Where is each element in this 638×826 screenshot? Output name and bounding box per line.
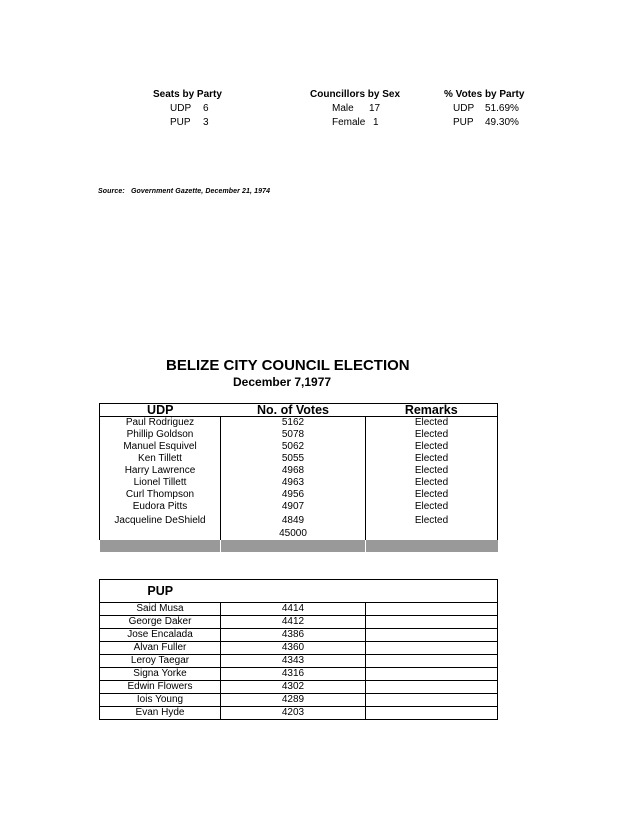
votes-pup-value: 49.30% [485,117,519,128]
table-row [100,629,498,642]
candidate-votes: 5062 [221,441,366,453]
candidate-name: Said Musa [100,603,221,616]
candidate-votes: 4386 [221,629,366,642]
votes-udp-value: 51.69% [485,103,519,114]
candidate-remark: Elected [414,489,449,500]
candidate-votes: 4412 [221,616,366,629]
candidate-name: Harry Lawrence [100,465,221,477]
table-row [100,668,498,681]
candidate-votes: 4963 [221,477,366,489]
table-row [100,707,498,720]
candidate-name: Alvan Fuller [100,642,221,655]
candidate-name: Ken Tillett [100,453,221,465]
table-row [100,453,498,465]
candidate-name: Lionel Tillett [100,477,221,489]
candidate-name: Edwin Flowers [100,681,221,694]
candidate-votes: 4203 [221,707,366,720]
udp-total-votes: 45000 [221,528,366,540]
seats-by-party-title: Seats by Party [153,89,222,100]
election-title: BELIZE CITY COUNCIL ELECTION [166,357,410,374]
sex-female-label: Female [332,117,366,128]
candidate-votes: 5078 [221,429,366,441]
candidate-name: Eudora Pitts [100,501,221,513]
seats-pup-party: PUP [170,117,191,128]
councillors-by-sex-title: Councillors by Sex [310,89,401,100]
candidate-votes: 4849 [221,513,366,528]
votes-by-party-title: % Votes by Party [444,89,525,100]
table-row [100,501,498,513]
separator-bar [100,540,498,552]
candidate-votes: 4302 [221,681,366,694]
candidate-remark: Elected [414,514,449,526]
total-row [100,528,498,540]
candidate-name: Iois Young [100,694,221,707]
candidate-votes: 4316 [221,668,366,681]
table-row [100,513,498,528]
candidate-name: Paul Rodriguez [100,417,221,430]
candidate-remark: Elected [414,441,449,452]
table-row [100,603,498,616]
candidate-name: Phillip Goldson [100,429,221,441]
candidate-name: Signa Yorke [100,668,221,681]
table-row [100,441,498,453]
votes-column-header: No. of Votes [257,403,329,417]
sex-male-label: Male [332,103,354,114]
candidate-votes: 4343 [221,655,366,668]
candidate-remark: Elected [414,453,449,464]
source-label: Source: [98,188,125,195]
table-row [100,681,498,694]
udp-results-table [99,403,498,552]
candidate-votes: 4907 [221,501,366,513]
candidate-votes: 4414 [221,603,366,616]
votes-udp-party: UDP [453,103,475,114]
table-row [100,417,498,430]
seats-udp-party: UDP [170,103,192,114]
candidate-remark: Elected [414,501,449,512]
remarks-column-header: Remarks [404,403,458,417]
pup-column-header: PUP [147,584,174,598]
table-row [100,655,498,668]
candidate-name: Leroy Taegar [100,655,221,668]
candidate-votes: 4956 [221,489,366,501]
pup-results-table [99,579,498,720]
candidate-name: Evan Hyde [100,707,221,720]
seats-udp-value: 6 [203,103,209,114]
candidate-votes: 4360 [221,642,366,655]
sex-female-value: 1 [373,117,379,128]
candidate-name: Manuel Esquivel [100,441,221,453]
candidate-remark: Elected [414,465,449,476]
table-row [100,616,498,629]
candidate-remark: Elected [414,477,449,488]
table-row [100,642,498,655]
candidate-votes: 4289 [221,694,366,707]
candidate-votes: 4968 [221,465,366,477]
votes-pup-party: PUP [453,117,474,128]
table-row [100,429,498,441]
table-row [100,465,498,477]
table-row [100,694,498,707]
candidate-name: Jacqueline DeShield [100,513,221,528]
candidate-name: George Daker [100,616,221,629]
candidate-remark: Elected [414,429,449,440]
table-row [100,477,498,489]
candidate-name: Jose Encalada [100,629,221,642]
seats-pup-value: 3 [203,117,209,128]
table-row [100,489,498,501]
sex-male-value: 17 [369,103,381,114]
candidate-votes: 5055 [221,453,366,465]
election-date: December 7,1977 [233,375,332,389]
candidate-name: Curl Thompson [100,489,221,501]
candidate-remark: Elected [414,417,449,428]
udp-column-header: UDP [147,403,174,417]
candidate-votes: 5162 [221,417,366,430]
source-text: Government Gazette, December 21, 1974 [131,188,271,195]
